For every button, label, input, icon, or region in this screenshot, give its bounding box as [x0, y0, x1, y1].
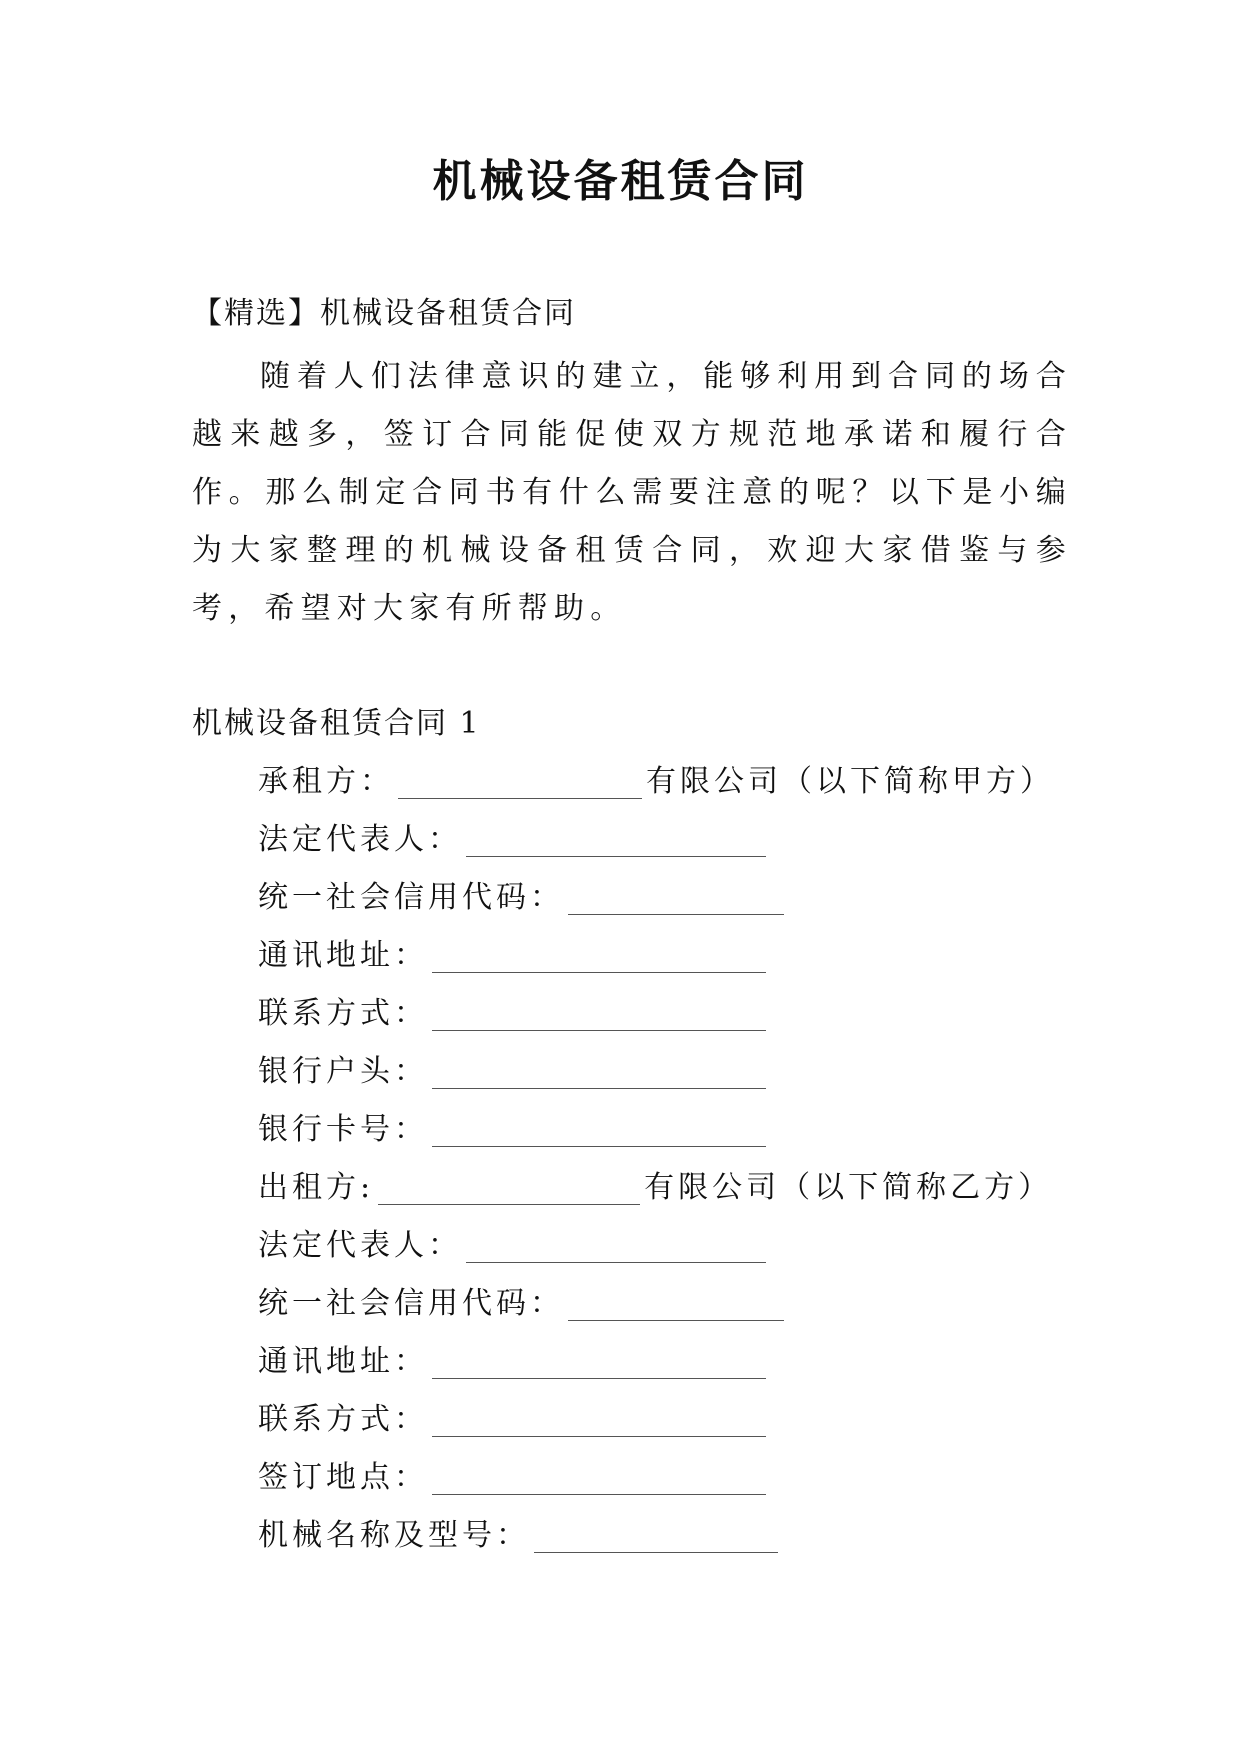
field-row-credit-code: [258, 878, 1158, 936]
field-label: 银行户头：: [258, 1054, 428, 1089]
field-label: 法定代表人：: [258, 822, 462, 857]
blank-line: [466, 820, 766, 857]
blank-line: [432, 1458, 766, 1495]
field-row-lessee: [258, 762, 1158, 820]
field-row-legal-rep-2: [258, 1226, 1158, 1284]
field-label: 统一社会信用代码：: [258, 1286, 564, 1321]
field-label: 承租方：: [258, 764, 394, 799]
field-row-signing-place: [258, 1458, 1158, 1516]
field-label: 通讯地址：: [258, 938, 428, 973]
blank-line: [568, 878, 784, 915]
field-row-address: [258, 936, 1158, 994]
field-label: 银行卡号：: [258, 1112, 428, 1147]
contract-fields: [258, 762, 1158, 1574]
field-row-address-2: [258, 1342, 1158, 1400]
field-label: 出租方:: [258, 1170, 375, 1205]
intro-paragraph: 随着人们法律意识的建立，能够利用到合同的场合越来越多，签订合同能促使双方规范地承诺和履行合作。那么制定合同书有什么需要注意的呢？以下是小编为大家整理的机械设备租赁合同，欢迎大家借鉴与参考，希望对大家有所帮助。: [192, 359, 1072, 626]
field-label: 签订地点：: [258, 1460, 428, 1495]
field-row-contact: [258, 994, 1158, 1052]
blank-line: [432, 994, 766, 1031]
field-label: 联系方式：: [258, 1402, 428, 1437]
blank-line: [534, 1516, 778, 1553]
field-row-machine-name: [258, 1516, 1158, 1574]
field-row-legal-rep: [258, 820, 1158, 878]
field-suffix: 有限公司（以下简称甲方）: [646, 764, 1054, 799]
field-label: 统一社会信用代码：: [258, 880, 564, 915]
field-suffix: 有限公司（以下简称乙方）: [644, 1170, 1053, 1205]
field-label: 机械名称及型号：: [258, 1518, 530, 1553]
document-heading: 【精选】机械设备租赁合同: [192, 296, 576, 331]
field-row-lessor: [258, 1168, 1158, 1226]
contract-section-title: 机械设备租赁合同 1: [192, 706, 481, 741]
blank-line: [432, 1052, 766, 1089]
document-title: 机械设备租赁合同: [432, 156, 809, 207]
blank-line: [432, 1400, 766, 1437]
blank-line: [432, 1342, 766, 1379]
field-label: 通讯地址：: [258, 1344, 428, 1379]
blank-line: [398, 762, 642, 799]
blank-line: [432, 1110, 766, 1147]
field-row-bank-card: [258, 1110, 1158, 1168]
blank-line: [466, 1226, 766, 1263]
field-label: 法定代表人：: [258, 1228, 462, 1263]
field-row-credit-code-2: [258, 1284, 1158, 1342]
field-row-bank-account-name: [258, 1052, 1158, 1110]
field-row-contact-2: [258, 1400, 1158, 1458]
blank-line: [568, 1284, 784, 1321]
field-label: 联系方式：: [258, 996, 428, 1031]
blank-line: [432, 936, 766, 973]
blank-line: [378, 1168, 640, 1205]
